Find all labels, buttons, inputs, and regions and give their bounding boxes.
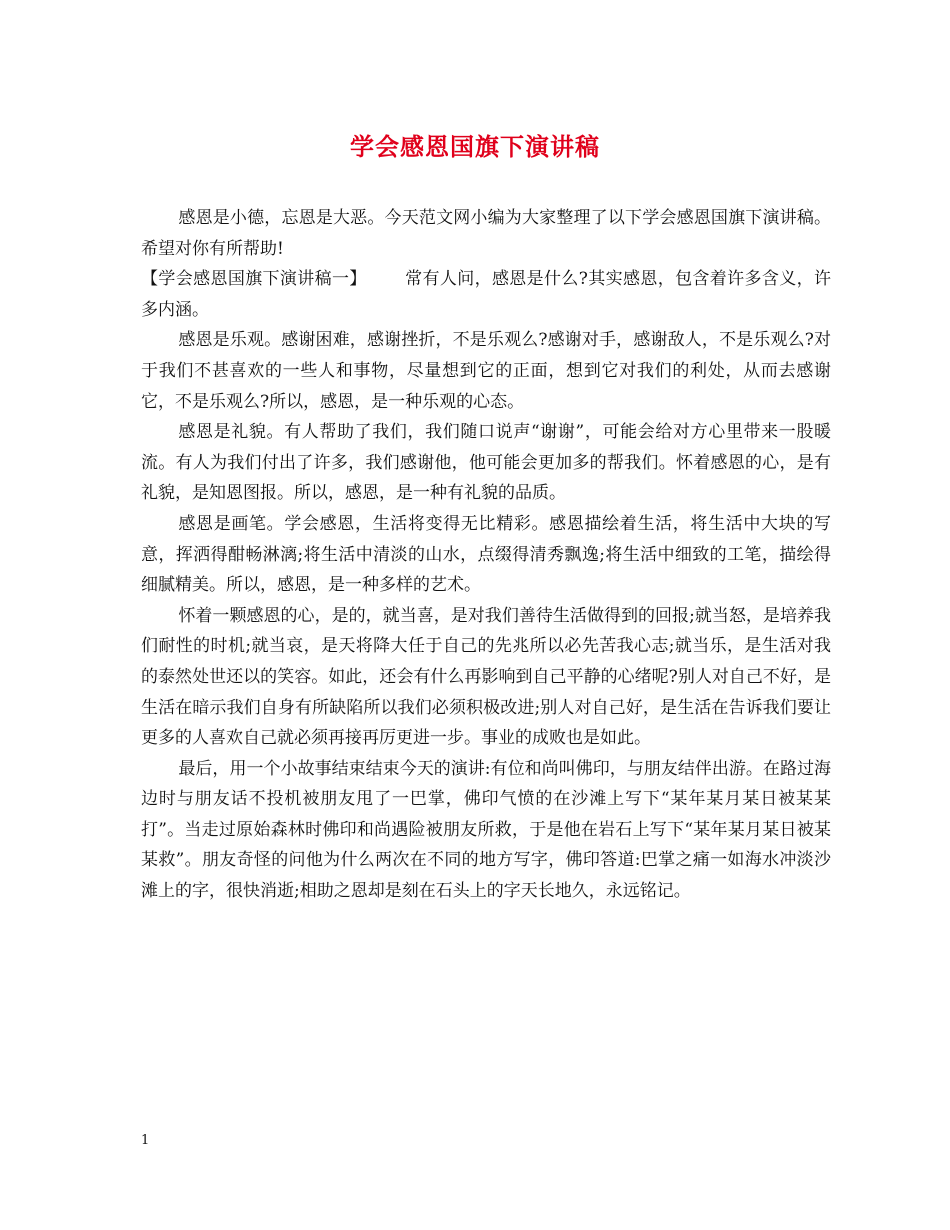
- document-body: [141, 203, 831, 907]
- paragraph-courtesy: 感恩是礼貌。有人帮助了我们，我们随口说声“谢谢”，可能会给对方心里带来一股暖流。有人为我们付出了许多，我们感谢他，他可能会更加多的帮我们。怀着感恩的心，是有礼貌，是知恩图报。所以，感恩，是一种有礼貌的品质。: [141, 422, 831, 504]
- page-number: 1: [141, 1133, 150, 1148]
- paragraph-grateful-heart: 怀着一颗感恩的心，是的，就当喜，是对我们善待生活做得到的回报;就当怒，是培养我们耐性的时机;就当哀，是天将降大任于自己的先兆所以必先苦我心志;就当乐，是生活对我的泰然处世还以的笑容。如此，还会有什么再影响到自己平静的心绪呢?别人对自己不好，是生活在暗示我们自身有所缺陷所以我们必须积极改进;别人对自己好，是生活在告诉我们要让更多的人喜欢自己就必须再接再厉更进一步。事业的成败也是如此。: [141, 605, 831, 749]
- section-heading: 【学会感恩国旗下演讲稿一】: [141, 269, 367, 290]
- paragraph-closing-story: 最后，用一个小故事结束结束今天的演讲:有位和尚叫佛印，与朋友结伴出游。在路过海边时与朋友话不投机被朋友甩了一巴掌，佛印气愤的在沙滩上写下“某年某月某日被某某打”。当走过原始森林时佛印和尚遇险被朋友所救，于是他在岩石上写下“某年某月某日被某某救”。朋友奇怪的问他为什么两次在不同的地方写字，佛印答道:巴掌之痛一如海水冲淡沙滩上的字，很快消逝;相助之恩却是刻在石头上的字天长地久，永远铭记。: [141, 758, 831, 902]
- paragraph-brush: 感恩是画笔。学会感恩，生活将变得无比精彩。感恩描绘着生活，将生活中大块的写意，挥洒得酣畅淋漓;将生活中清淡的山水，点缀得清秀飘逸;将生活中细致的工笔，描绘得细腻精美。所以，感恩，是一种多样的艺术。: [141, 513, 831, 596]
- section-first-text: 常有人问，感恩是什么?其实感恩，包含着许多含义，许多内涵。: [141, 269, 831, 320]
- paragraph-optimism: 感恩是乐观。感谢困难，感谢挫折，不是乐观么?感谢对手，感谢敌人，不是乐观么?对于我们不甚喜欢的一些人和事物，尽量想到它的正面，想到它对我们的利处，从而去感谢它，不是乐观么?所以，感恩，是一种乐观的心态。: [141, 330, 831, 412]
- document-title: 学会感恩国旗下演讲稿: [350, 132, 600, 161]
- intro-paragraph: 感恩是小德，忘恩是大恶。今天范文网小编为大家整理了以下学会感恩国旗下演讲稿。希望对你有所帮助!: [141, 208, 831, 259]
- section-first-paragraph: [141, 264, 831, 325]
